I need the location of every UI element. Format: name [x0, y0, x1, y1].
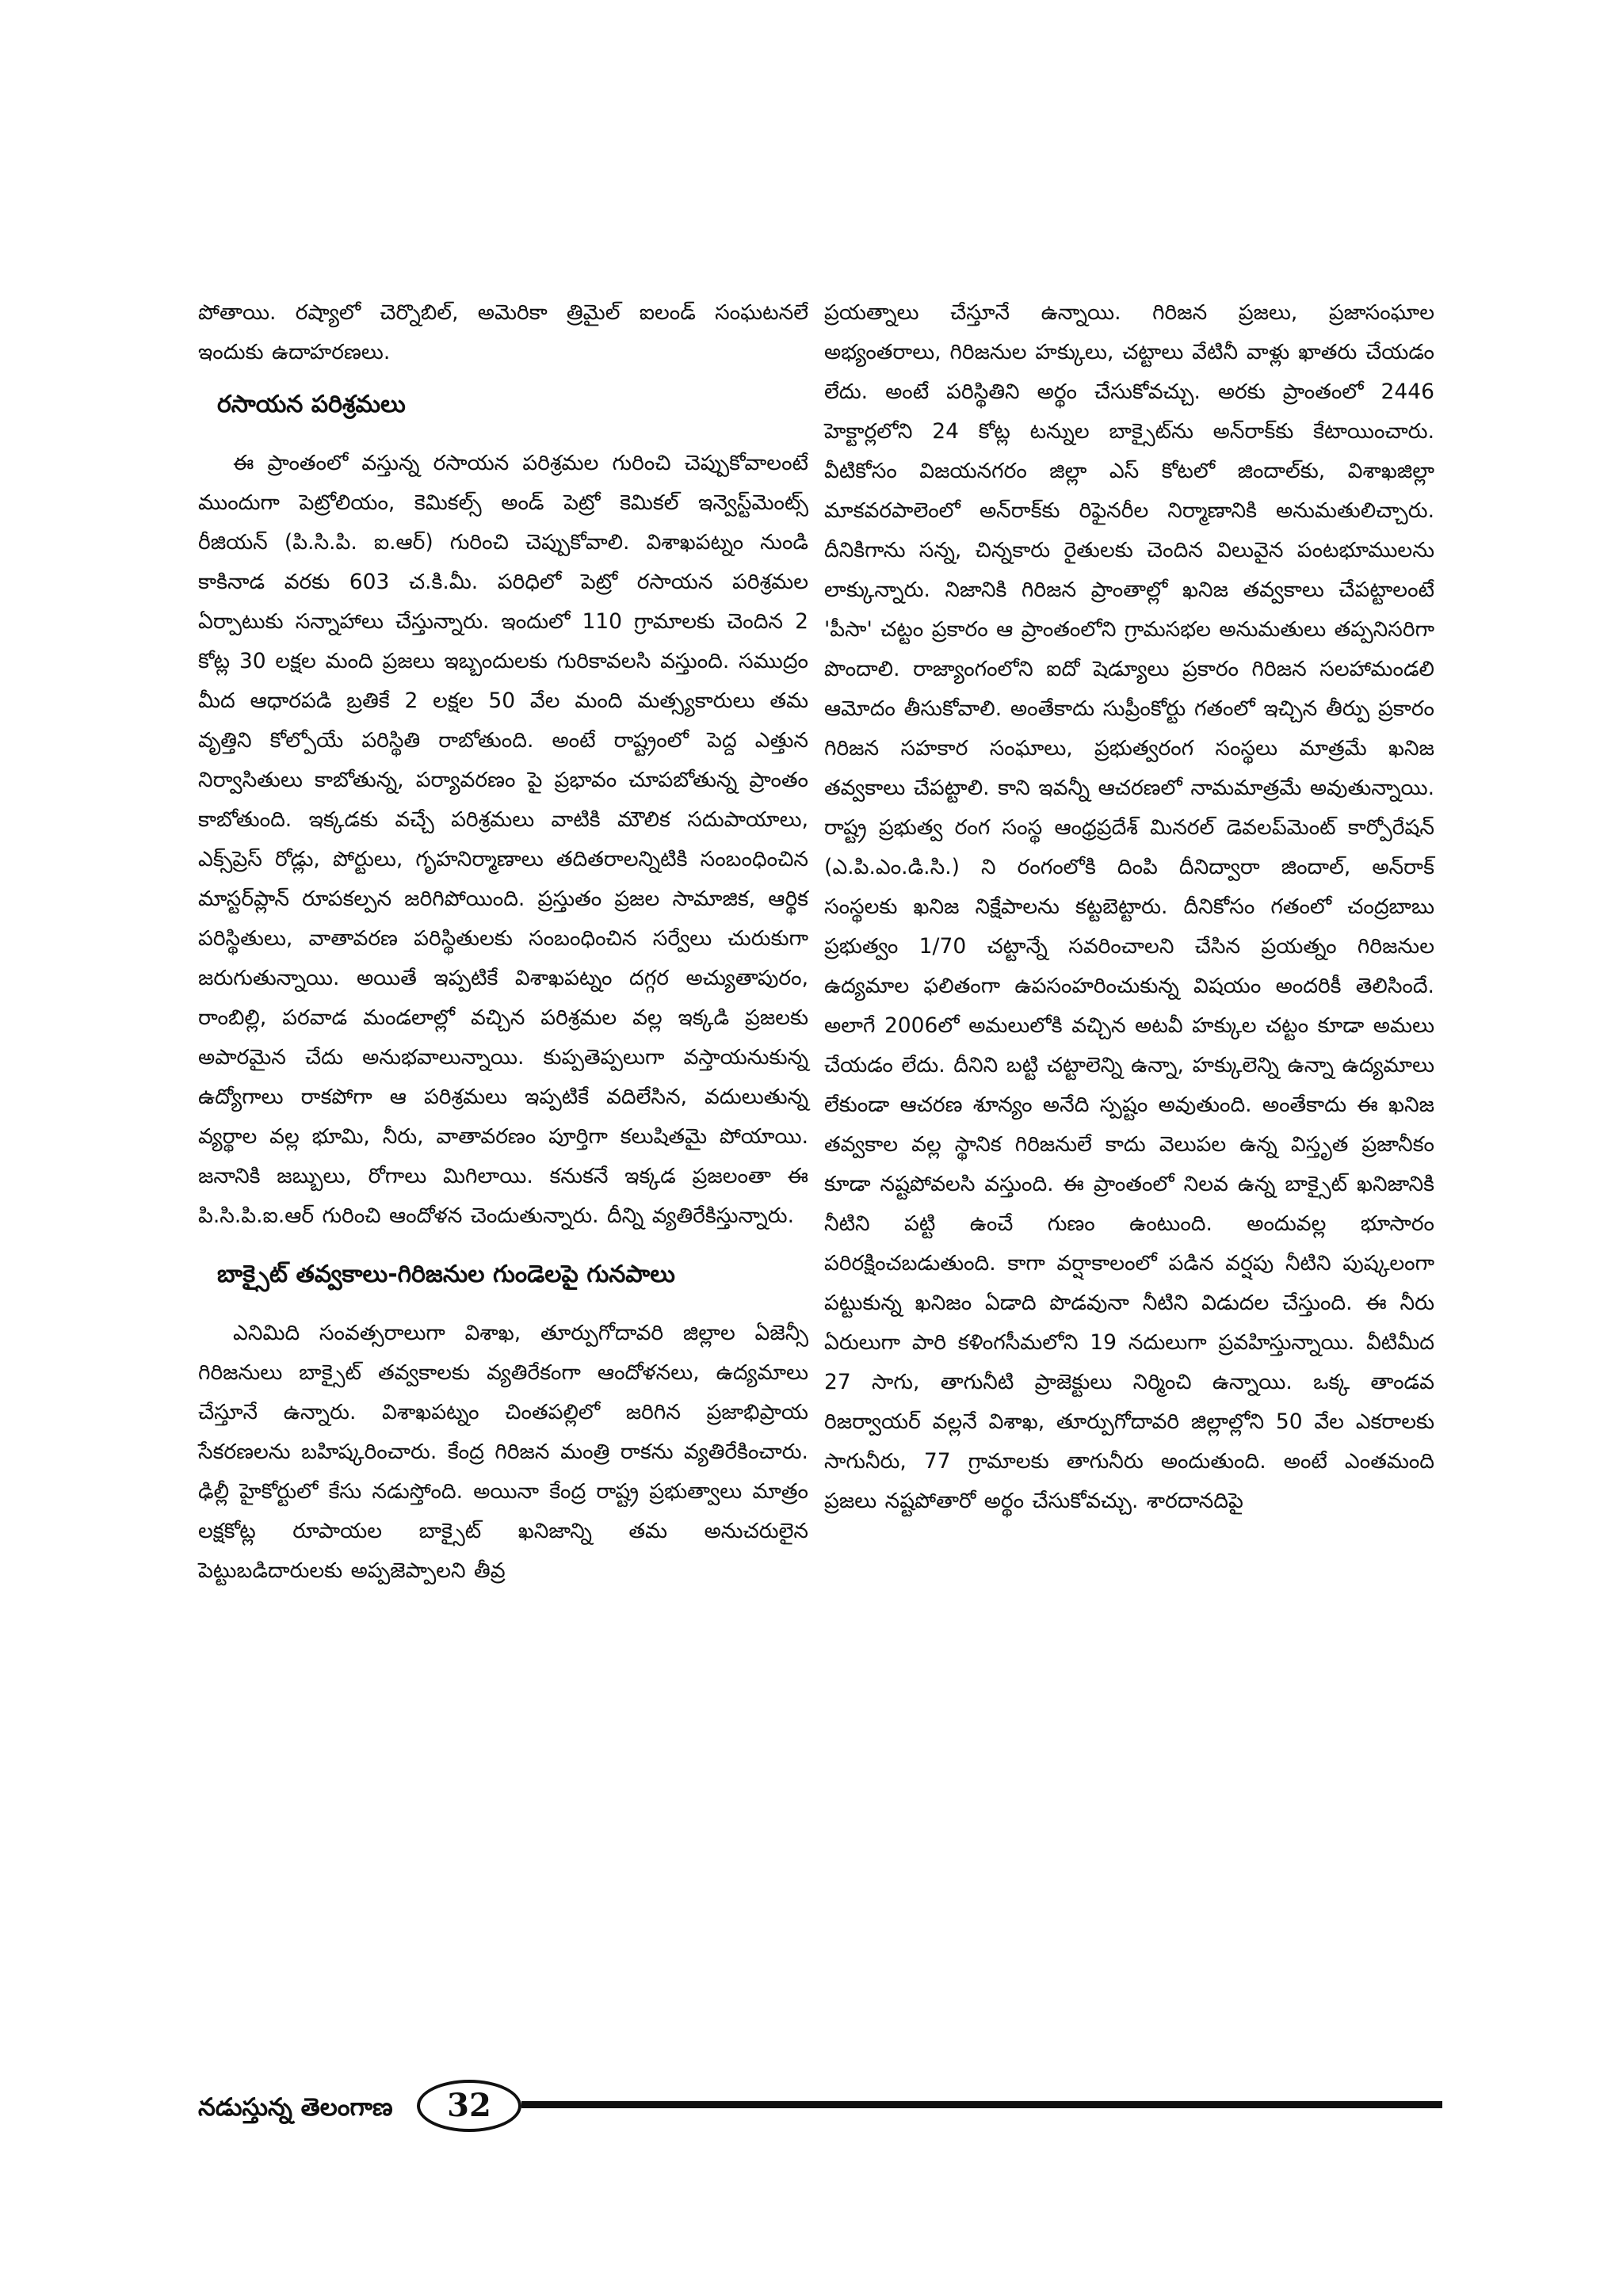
page-number: 32	[417, 2080, 521, 2132]
left-paragraph-3: ఎనిమిది సంవత్సరాలుగా విశాఖ, తూర్పుగోదావరి జిల్లాల ఏజెన్సీ గిరిజనులు బాక్సైట్ తవ్వకాలకు వ్యతిరేకంగా ఆందోళనలు, ఉద్యమాలు చేస్తూనే ఉన్నారు. విశాఖపట్నం చింతపల్లిలో జరిగిన ప్రజాభిప్రాయ సేకరణలను బహిష్కరించారు. కేంద్ర గిరిజన మంత్రి రాకను వ్యతిరేకించారు. ఢిల్లీ హైకోర్టులో కేసు నడుస్తోంది. అయినా కేంద్ర రాష్ట్ర ప్రభుత్వాలు మాత్రం లక్షకోట్ల రూపాయల బాక్సైట్ ఖనిజాన్ని తమ అనుచరులైన పెట్టుబడిదారులకు అప్పజెప్పాలని తీవ్ర	[198, 1321, 808, 1583]
left-column	[198, 293, 808, 1591]
section-heading-chemical-industries: రసాయన పరిశ్రమలు	[217, 391, 406, 418]
left-paragraph-1: పోతాయి. రష్యాలో చెర్నొబిల్, అమెరికా త్రిమైల్ ఐలండ్ సంఘటనలే ఇందుకు ఉదాహరణలు.	[198, 300, 808, 364]
section-heading-bauxite-mining: బాక్సైట్ తవ్వకాలు-గిరిజనుల గుండెలపై గునపాలు	[217, 1261, 675, 1288]
right-column	[824, 293, 1434, 1521]
left-paragraph-2: ఈ ప్రాంతంలో వస్తున్న రసాయన పరిశ్రమల గురించి చెప్పుకోవాలంటే ముందుగా పెట్రోలియం, కెమికల్స్ అండ్ పెట్రో కెమికల్ ఇన్వెస్ట్‌మెంట్స్ రీజియన్ (పి.సి.పి. ఐ.ఆర్) గురించి చెప్పుకోవాలి. విశాఖపట్నం నుండి కాకినాడ వరకు 603 చ.కి.మీ. పరిధిలో పెట్రో రసాయన పరిశ్రమల ఏర్పాటుకు సన్నాహాలు చేస్తున్నారు. ఇందులో 110 గ్రామాలకు చెందిన 2 కోట్ల 30 లక్షల మంది ప్రజలు ఇబ్బందులకు గురికావలసి వస్తుంది. సముద్రం మీద ఆధారపడి బ్రతికే 2 లక్షల 50 వేల మంది మత్స్యకారులు తమ వృత్తిని కోల్పోయే పరిస్థితి రాబోతుంది. అంటే రాష్ట్రంలో పెద్ద ఎత్తున నిర్వాసితులు కాబోతున్న, పర్యావరణం పై ప్రభావం చూపబోతున్న ప్రాంతం కాబోతుంది. ఇక్కడకు వచ్చే పరిశ్రమలు వాటికి మౌలిక సదుపాయాలు, ఎక్స్‌ప్రెస్ రోడ్లు, పోర్టులు, గృహనిర్మాణాలు తదితరాలన్నిటికి సంబంధించిన మాస్టర్‌ప్లాన్ రూపకల్పన జరిగిపోయింది. ప్రస్తుతం ప్రజల సామాజిక, ఆర్థిక పరిస్థితులు, వాతావరణ పరిస్థితులకు సంబంధించిన సర్వేలు చురుకుగా జరుగుతున్నాయి. అయితే ఇప్పటికే విశాఖపట్నం దగ్గర అచ్యుతాపురం, రాంబిల్లి, పరవాడ మండలాల్లో వచ్చిన పరిశ్రమల వల్ల ఇక్కడి ప్రజలకు అపారమైన చేదు అనుభవాలున్నాయి. కుప్పతెప్పలుగా వస్తాయనుకున్న ఉద్యోగాలు రాకపోగా ఆ పరిశ్రమలు ఇప్పటికే వదిలేసిన, వదులుతున్న వ్యర్థాల వల్ల భూమి, నీరు, వాతావరణం పూర్తిగా కలుషితమై పోయాయి. జనానికి జబ్బులు, రోగాలు మిగిలాయి. కనుకనే ఇక్కడ ప్రజలంతా ఈ పి.సి.పి.ఐ.ఆర్ గురించి ఆందోళన చెందుతున్నారు. దీన్ని వ్యతిరేకిస్తున్నారు.	[198, 451, 808, 1228]
magazine-title: నడుస్తున్న తెలంగాణ	[198, 2093, 393, 2122]
page-footer	[198, 2080, 1442, 2135]
footer-divider	[521, 2101, 1442, 2108]
right-paragraph-1: ప్రయత్నాలు చేస్తూనే ఉన్నాయి. గిరిజన ప్రజలు, ప్రజాసంఘాల అభ్యంతరాలు, గిరిజనుల హక్కులు, చట్టాలు వేటినీ వాళ్లు ఖాతరు చేయడం లేదు. అంటే పరిస్థితిని అర్థం చేసుకోవచ్చు. అరకు ప్రాంతంలో 2446 హెక్టార్లలోని 24 కోట్ల టన్నుల బాక్సైట్‌ను అన్‌రాక్‌కు కేటాయించారు. వీటికోసం విజయనగరం జిల్లా ఎస్ కోటలో జిందాల్‌కు, విశాఖజిల్లా మాకవరపాలెంలో అన్‌రాక్‌కు రిఫైనరీల నిర్మాణానికి అనుమతులిచ్చారు. దీనికిగాను సన్న, చిన్నకారు రైతులకు చెందిన విలువైన పంటభూములను లాక్కున్నారు. నిజానికి గిరిజన ప్రాంతాల్లో ఖనిజ తవ్వకాలు చేపట్టాలంటే 'పీసా' చట్టం ప్రకారం ఆ ప్రాంతంలోని గ్రామసభల అనుమతులు తప్పనిసరిగా పొందాలి. రాజ్యాంగంలోని ఐదో షెడ్యూలు ప్రకారం గిరిజన సలహామండలి ఆమోదం తీసుకోవాలి. అంతేకాదు సుప్రీంకోర్టు గతంలో ఇచ్చిన తీర్పు ప్రకారం గిరిజన సహకార సంఘాలు, ప్రభుత్వరంగ సంస్థలు మాత్రమే ఖనిజ తవ్వకాలు చేపట్టాలి. కాని ఇవన్నీ ఆచరణలో నామమాత్రమే అవుతున్నాయి. రాష్ట్ర ప్రభుత్వ రంగ సంస్థ ఆంధ్రప్రదేశ్ మినరల్ డెవలప్‌మెంట్ కార్పోరేషన్ (ఎ.పి.ఎం.డి.సి.) ని రంగంలోకి దింపి దీనిద్వారా జిందాల్, అన్‌రాక్ సంస్థలకు ఖనిజ నిక్షేపాలను కట్టబెట్టారు. దీనికోసం గతంలో చంద్రబాబు ప్రభుత్వం 1/70 చట్టాన్నే సవరించాలని చేసిన ప్రయత్నం గిరిజనుల ఉద్యమాల ఫలితంగా ఉపసంహరించుకున్న విషయం అందరికీ తెలిసిందే. అలాగే 2006లో అమలులోకి వచ్చిన అటవీ హక్కుల చట్టం కూడా అమలు చేయడం లేదు. దీనిని బట్టి చట్టాలెన్ని ఉన్నా, హక్కులెన్ని ఉన్నా ఉద్యమాలు లేకుండా ఆచరణ శూన్యం అనేది స్పష్టం అవుతుంది. అంతేకాదు ఈ ఖనిజ తవ్వకాల వల్ల స్థానిక గిరిజనులే కాదు వెలుపల ఉన్న విస్తృత ప్రజానీకం కూడా నష్టపోవలసి వస్తుంది. ఈ ప్రాంతంలో నిలవ ఉన్న బాక్సైట్ ఖనిజానికి నీటిని పట్టి ఉంచే గుణం ఉంటుంది. అందువల్ల భూసారం పరిరక్షించబడుతుంది. కాగా వర్షాకాలంలో పడిన వర్షపు నీటిని పుష్కలంగా పట్టుకున్న ఖనిజం ఏడాది పొడవునా నీటిని విడుదల చేస్తుంది. ఈ నీరు ఏరులుగా పారి కళింగసీమలోని 19 నదులుగా ప్రవహిస్తున్నాయి. వీటిమీద 27 సాగు, తాగునీటి ప్రాజెక్టులు నిర్మించి ఉన్నాయి. ఒక్క తాండవ రిజర్వాయర్ వల్లనే విశాఖ, తూర్పుగోదావరి జిల్లాల్లోని 50 వేల ఎకరాలకు సాగునీరు, 77 గ్రామాలకు తాగునీరు అందుతుంది. అంటే ఎంతమంది ప్రజలు నష్టపోతారో అర్థం చేసుకోవచ్చు. శారదానదిపై	[824, 300, 1434, 1513]
